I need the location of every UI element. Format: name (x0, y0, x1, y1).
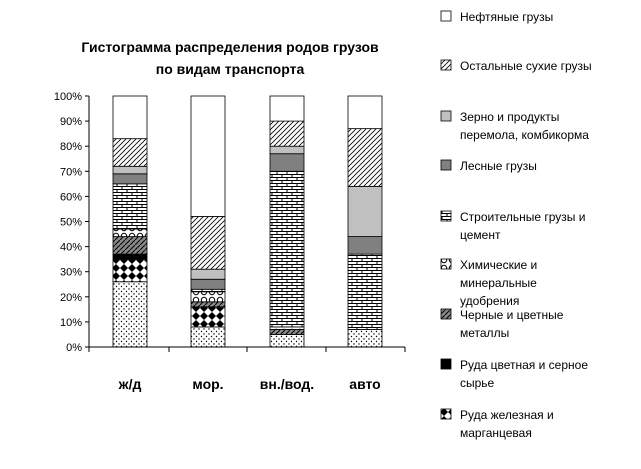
bar-segment (270, 96, 304, 121)
bar-segment (113, 229, 147, 237)
plot-area (54, 91, 405, 392)
legend-label: сырье (460, 376, 495, 390)
x-tick-label: авто (349, 376, 381, 392)
legend-swatch (441, 60, 451, 70)
legend-swatch (441, 111, 451, 121)
bar-segment (113, 237, 147, 255)
y-tick-label: 50% (59, 216, 82, 229)
y-tick-label: 100% (53, 91, 82, 103)
legend-label: Нефтяные грузы (460, 10, 554, 24)
bar-segment (270, 146, 304, 154)
bar-segment (348, 96, 382, 129)
y-tick-label: 30% (59, 266, 82, 279)
y-tick-label: 70% (59, 166, 82, 179)
bar-segment (348, 186, 382, 236)
legend-label: металлы (460, 326, 510, 340)
bar-segment (191, 292, 225, 302)
x-tick-label: вн./вод. (259, 376, 315, 392)
legend (441, 10, 592, 440)
bar-segment (270, 171, 304, 327)
bar-segment (191, 307, 225, 327)
bar-segment (270, 121, 304, 146)
bar-segment (270, 334, 304, 347)
y-tick-label: 0% (66, 342, 82, 354)
legend-label: удобрения (460, 294, 520, 308)
y-tick-label: 20% (59, 291, 82, 304)
bar-segment (348, 237, 382, 255)
x-tick-label: ж/д (118, 376, 142, 392)
legend-label: Строительные грузы и (460, 210, 586, 224)
legend-swatch (441, 409, 451, 419)
y-tick-label: 80% (59, 141, 82, 154)
bar-segment (270, 154, 304, 172)
legend-label: Зерно и продукты (460, 110, 560, 124)
bar-segment (191, 269, 225, 279)
legend-label: минеральные (460, 276, 537, 290)
y-tick-label: 10% (59, 316, 82, 329)
legend-label: Остальные сухие грузы (460, 59, 592, 73)
legend-swatch (441, 211, 451, 221)
bar-segment (191, 216, 225, 269)
bar-segment (113, 174, 147, 184)
y-tick-label: 40% (59, 241, 82, 254)
y-tick-label: 90% (59, 116, 82, 129)
legend-label: Лесные грузы (460, 159, 537, 173)
bar-segment (113, 166, 147, 174)
bar-segment (348, 254, 382, 329)
legend-label: перемола, комбикорма (460, 128, 589, 142)
bar-segment (113, 184, 147, 229)
legend-swatch (441, 11, 451, 21)
legend-label: Руда железная и (460, 408, 554, 422)
legend-label: Химические и (460, 258, 538, 272)
bar-segment (270, 329, 304, 334)
chart-title-line-2: по видам транспорта (155, 61, 305, 77)
bar-segment (113, 96, 147, 139)
bar-segment (191, 96, 225, 216)
legend-swatch (441, 259, 451, 269)
legend-label: марганцевая (460, 426, 532, 440)
legend-swatch (441, 309, 451, 319)
legend-swatch (441, 160, 451, 170)
y-tick-label: 60% (59, 191, 82, 204)
legend-swatch (441, 359, 451, 369)
bar-segment (113, 254, 147, 259)
bar-segment (191, 302, 225, 307)
bar-segment (113, 139, 147, 167)
bar-segment (191, 279, 225, 289)
bar-segment (113, 282, 147, 347)
bar-segment (113, 259, 147, 282)
legend-label: цемент (460, 228, 501, 242)
bar-segment (348, 329, 382, 347)
bar-segment (348, 129, 382, 187)
x-tick-label: мор. (192, 376, 224, 392)
chart-title-line-1: Гистограмма распределения родов грузов (81, 39, 379, 55)
legend-label: Руда цветная и серное (460, 358, 588, 372)
bar-segment (191, 327, 225, 347)
legend-label: Черные и цветные (460, 308, 564, 322)
